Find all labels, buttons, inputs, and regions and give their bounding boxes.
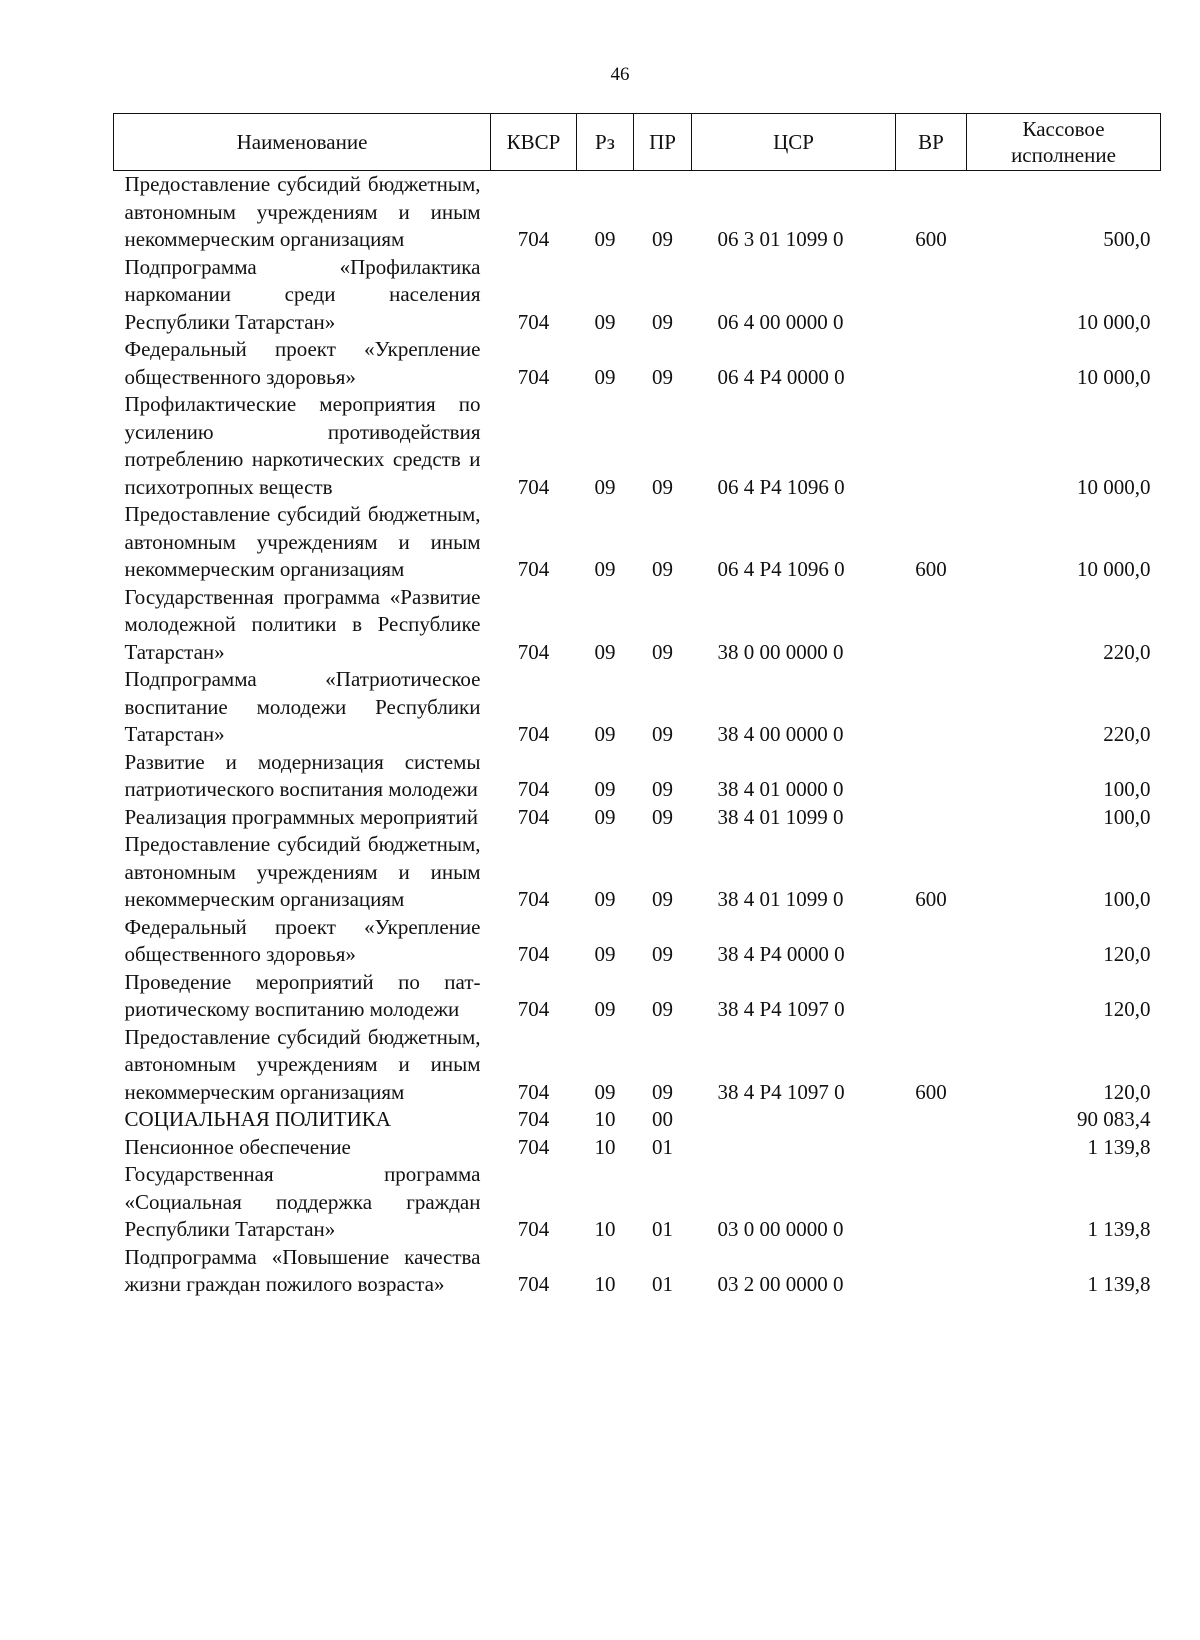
row-rz: 10 xyxy=(594,1272,616,1296)
row-rz: 09 xyxy=(594,722,616,746)
row-vr xyxy=(896,1161,967,1244)
row-pr: 09 xyxy=(652,887,673,911)
row-vr xyxy=(896,666,967,749)
table-row xyxy=(114,584,1161,667)
row-name: Подпрограмма «Профилактика наркомании среди населения Республики Татарстан» xyxy=(124,254,481,334)
row-csr: 38 4 P4 1097 0 xyxy=(717,997,845,1021)
row-name: Государственная программа «Развитие молодежной политики в Республике Татарстан» xyxy=(124,584,481,664)
row-vr xyxy=(896,914,967,969)
row-name: Развитие и модернизация системы патриотического воспитания молодежи xyxy=(124,749,481,801)
row-amount: 10 000,0 xyxy=(1077,364,1151,389)
table-row xyxy=(114,666,1161,749)
row-amount: 100,0 xyxy=(1103,887,1151,911)
table-body xyxy=(114,171,1161,1299)
row-name: Федеральный проект «Укрепление общественного здоровья» xyxy=(124,337,481,389)
table-row xyxy=(114,1134,1161,1162)
table-row xyxy=(114,336,1161,391)
row-rz: 10 xyxy=(594,1217,616,1241)
row-pr: 09 xyxy=(652,1079,673,1104)
row-amount: 220,0 xyxy=(1103,722,1151,746)
row-csr: 06 4 00 0000 0 xyxy=(717,309,844,334)
table-row xyxy=(114,914,1161,969)
row-name: Предоставление субсидий бюджетным, автономным учреждениям и иным некоммерческим организациям xyxy=(124,1024,481,1104)
row-vr xyxy=(896,1106,967,1134)
row-vr xyxy=(896,749,967,804)
row-csr: 38 4 P4 1097 0 xyxy=(717,1079,845,1104)
row-rz: 09 xyxy=(594,942,616,966)
row-pr: 09 xyxy=(652,804,673,829)
table-row xyxy=(114,391,1161,501)
row-name: Профилактические мероприятия по усилению противодействия потреблению наркотических средств и психотропных веществ xyxy=(124,392,481,499)
header-pr: ПР xyxy=(634,114,692,171)
row-amount: 100,0 xyxy=(1103,804,1151,829)
table-row xyxy=(114,969,1161,1024)
row-pr: 09 xyxy=(652,557,673,581)
row-csr: 38 0 00 0000 0 xyxy=(717,639,844,664)
row-name: Государственная программа «Социальная поддержка граждан Республики Татарстан» xyxy=(124,1162,481,1241)
row-kvsr: 704 xyxy=(517,997,550,1021)
row-amount: 120,0 xyxy=(1103,942,1151,966)
row-amount: 100,0 xyxy=(1103,777,1151,801)
row-vr xyxy=(896,969,967,1024)
row-csr: 06 3 01 1099 0 xyxy=(717,227,844,251)
row-csr xyxy=(692,1106,896,1134)
row-amount: 120,0 xyxy=(1103,1079,1151,1104)
row-csr: 38 4 01 1099 0 xyxy=(717,887,844,911)
header-amount-line2: исполнение xyxy=(1011,143,1116,167)
row-kvsr: 704 xyxy=(517,1134,550,1159)
row-amount: 1 139,8 xyxy=(1087,1134,1151,1159)
table-row xyxy=(114,171,1161,254)
row-csr: 38 4 P4 0000 0 xyxy=(717,942,845,966)
row-rz: 10 xyxy=(594,1107,616,1131)
row-vr: 600 xyxy=(915,227,947,251)
row-kvsr: 704 xyxy=(517,1217,550,1241)
header-amount xyxy=(967,114,1161,171)
table-row xyxy=(114,804,1161,832)
row-name: Предоставление субсидий бюджетным, автономным учреждениям и иным некоммерческим организациям xyxy=(124,172,481,251)
row-amount: 10 000,0 xyxy=(1077,557,1151,581)
row-amount: 220,0 xyxy=(1103,639,1151,664)
header-name: Наименование xyxy=(114,114,491,171)
row-kvsr: 704 xyxy=(517,557,550,581)
row-kvsr: 704 xyxy=(517,1079,550,1104)
row-rz: 09 xyxy=(594,997,616,1021)
header-kvsr: КВСР xyxy=(491,114,577,171)
row-pr: 01 xyxy=(652,1134,673,1159)
row-csr: 03 0 00 0000 0 xyxy=(717,1217,844,1241)
row-vr xyxy=(896,254,967,337)
row-pr: 09 xyxy=(652,474,673,499)
row-rz: 09 xyxy=(594,1079,616,1104)
table-row xyxy=(114,1106,1161,1134)
row-rz: 09 xyxy=(594,557,616,581)
row-vr xyxy=(896,336,967,391)
row-pr: 09 xyxy=(652,309,673,334)
row-pr: 01 xyxy=(652,1217,673,1241)
row-amount: 500,0 xyxy=(1103,227,1151,251)
table-row xyxy=(114,749,1161,804)
row-kvsr: 704 xyxy=(517,227,550,251)
row-vr: 600 xyxy=(915,887,947,911)
row-name: Подпрограмма «Патриотическое воспитание молодежи Республики Татарстан» xyxy=(124,667,481,746)
row-pr: 09 xyxy=(652,639,673,664)
table-row xyxy=(114,1244,1161,1299)
row-pr: 01 xyxy=(652,1272,673,1296)
row-kvsr: 704 xyxy=(517,1272,550,1296)
row-pr: 09 xyxy=(652,364,673,389)
row-vr xyxy=(896,391,967,501)
row-kvsr: 704 xyxy=(517,804,550,829)
row-name: Предоставление субсидий бюджетным, автономным учреждениям и иным некоммерческим организациям xyxy=(124,832,481,911)
header-csr: ЦСР xyxy=(692,114,896,171)
row-pr: 09 xyxy=(652,722,673,746)
row-csr: 06 4 P4 0000 0 xyxy=(717,364,845,389)
table-row xyxy=(114,501,1161,584)
row-name: СОЦИАЛЬНАЯ ПОЛИТИКА xyxy=(124,1107,391,1131)
row-name: Проведение мероприятий по патриотическому воспитанию молодежи xyxy=(124,969,481,1021)
row-csr: 06 4 P4 1096 0 xyxy=(717,474,845,499)
row-rz: 09 xyxy=(594,364,616,389)
row-pr: 09 xyxy=(652,997,673,1021)
row-kvsr: 704 xyxy=(517,942,550,966)
row-pr: 00 xyxy=(652,1107,673,1131)
header-rz: Рз xyxy=(577,114,634,171)
row-vr xyxy=(896,804,967,832)
row-pr: 09 xyxy=(652,227,673,251)
row-amount: 90 083,4 xyxy=(1077,1107,1151,1131)
row-pr: 09 xyxy=(652,777,673,801)
row-amount: 120,0 xyxy=(1103,997,1151,1021)
row-csr: 38 4 01 0000 0 xyxy=(717,777,844,801)
header-vr: ВР xyxy=(896,114,967,171)
header-amount-line1: Кассовое xyxy=(1022,117,1105,141)
row-name: Федеральный проект «Укрепление общественного здоровья» xyxy=(124,914,481,966)
row-kvsr: 704 xyxy=(517,309,550,334)
row-csr: 38 4 00 0000 0 xyxy=(717,722,844,746)
row-rz: 09 xyxy=(594,887,616,911)
row-rz: 10 xyxy=(594,1134,616,1159)
row-vr: 600 xyxy=(915,1079,947,1104)
table-row xyxy=(114,1024,1161,1107)
row-name: Реализация программных мероприятий xyxy=(124,804,478,829)
row-name: Предоставление субсидий бюджетным, автономным учреждениям и иным некоммерческим организациям xyxy=(124,502,481,581)
row-vr: 600 xyxy=(915,557,947,581)
row-vr xyxy=(896,584,967,667)
table-row xyxy=(114,831,1161,914)
row-rz: 09 xyxy=(594,804,616,829)
row-amount: 1 139,8 xyxy=(1087,1272,1151,1296)
row-csr: 03 2 00 0000 0 xyxy=(717,1272,844,1296)
row-rz: 09 xyxy=(594,227,616,251)
row-rz: 09 xyxy=(594,474,616,499)
table-row xyxy=(114,1161,1161,1244)
row-rz: 09 xyxy=(594,777,616,801)
row-name: Пенсионное обеспечение xyxy=(124,1134,351,1159)
row-kvsr: 704 xyxy=(517,722,550,746)
row-amount: 1 139,8 xyxy=(1087,1217,1151,1241)
table-header xyxy=(114,114,1161,171)
row-kvsr: 704 xyxy=(517,777,550,801)
row-kvsr: 704 xyxy=(517,639,550,664)
page-number: 46 xyxy=(610,64,630,85)
row-kvsr: 704 xyxy=(517,474,550,499)
row-vr xyxy=(896,1134,967,1162)
row-kvsr: 704 xyxy=(517,364,550,389)
row-csr xyxy=(692,1134,896,1162)
row-rz: 09 xyxy=(594,639,616,664)
row-vr xyxy=(896,1244,967,1299)
row-pr: 09 xyxy=(652,942,673,966)
table-row xyxy=(114,254,1161,337)
row-rz: 09 xyxy=(594,309,616,334)
row-csr: 06 4 P4 1096 0 xyxy=(717,557,845,581)
row-amount: 10 000,0 xyxy=(1077,474,1151,499)
row-csr: 38 4 01 1099 0 xyxy=(717,804,844,829)
budget-table xyxy=(113,113,1161,1299)
row-amount: 10 000,0 xyxy=(1077,309,1151,334)
row-name: Подпрограмма «Повышение качества жизни граждан пожилого возраста» xyxy=(124,1244,481,1296)
row-kvsr: 704 xyxy=(517,1107,550,1131)
row-kvsr: 704 xyxy=(517,887,550,911)
